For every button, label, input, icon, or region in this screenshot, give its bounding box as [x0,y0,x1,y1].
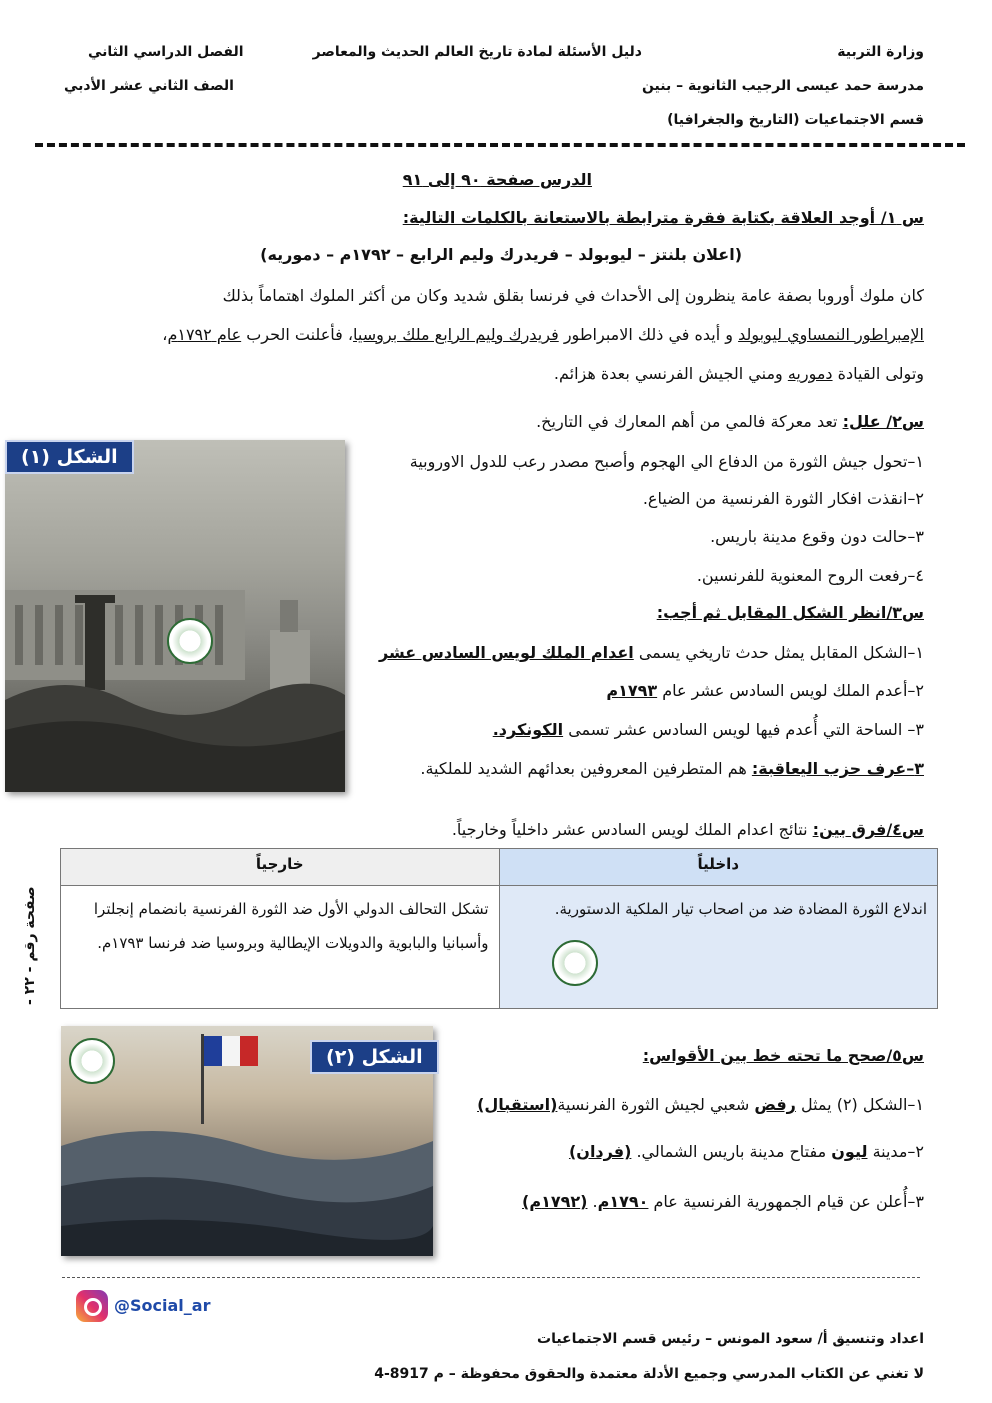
war-year: عام ١٧٩٢م [167,325,242,344]
school-logo-stamp-fig2 [69,1038,115,1084]
dumouriez: دموريه [787,364,833,383]
q5-item2-text: ٢–مدينة [867,1142,924,1161]
lesson-title: الدرس صفحة ٩٠ إلى ٩١ [402,170,592,189]
q5-item3-correction: (١٧٩٢م) [522,1192,588,1211]
q2-item-2: ٢–انقذت افكار الثورة الفرنسية من الضياع. [642,489,924,508]
q3-item-1 [379,643,924,662]
q1-answer-line3 [554,364,924,383]
guide-title: دليل الأسئلة لمادة تاريخ العالم الحديث والمعاصر [312,44,642,60]
table-row [61,886,938,1009]
emperor-leopold: الإمبراطور النمساوي ليوبولد [738,325,924,344]
q5-item3-text: ٣–أُعلن عن قيام الجمهورية الفرنسية عام [648,1192,924,1211]
q3-item4-text: هم المتطرفين المعروفين بعدائهم الشديد للملكية. [420,759,752,778]
q3-item-3 [493,720,924,739]
q2-question [536,412,924,431]
q3-item2-text: ٢–أعدم الملك لويس السادس عشر عام [657,681,924,700]
ministry-name: وزارة التربية [837,44,924,60]
school-logo-stamp [167,618,213,664]
q4-question [452,820,924,839]
cell-outside [61,886,500,1009]
q2-item-3: ٣–حالت دون وقوع مدينة باريس. [710,527,924,546]
q5-item-3 [522,1192,924,1211]
q3-item-2 [606,681,924,700]
frederick-william: فريدرك وليم الرابع ملك بروسيا [353,325,559,344]
q3-item2-answer: ١٧٩٣م [606,681,658,700]
q1-line2-part: و أيده في ذلك الامبراطور [558,325,739,344]
q5-item2-text2: مفتاح مدينة باريس الشمالي. [631,1142,832,1161]
q2-label: س٢/ علل: [842,412,924,431]
q5-item3-text2: . [587,1192,598,1211]
figure-2-label: الشكل (٢) [310,1040,439,1074]
execution-scene-illustration [5,440,345,792]
q5-label: س٥/صحح ما تحته خط بين الأقواس: [642,1046,924,1065]
header-divider [35,143,965,147]
q5-item1-text: ١–الشكل (٢) يمثل [795,1095,924,1114]
header-inside: داخلياً [499,849,938,886]
q5-item-2 [569,1142,924,1161]
school-logo-stamp-table [552,940,598,986]
figure-1-label: الشكل (١) [5,440,134,474]
header-outside: خارجياً [61,849,500,886]
q1-line2-part2: ، فأعلنت الحرب [241,325,354,344]
q4-label: س٤/فرق بين: [812,820,924,839]
school-name: مدرسة حمد عيسى الرجيب الثانوية – بنين [641,78,924,94]
q3-label: س٣/انظر الشكل المقابل ثم أجب: [656,603,924,622]
instagram-icon[interactable] [76,1290,108,1322]
q3-item4-label: ٣–عرف حزب اليعاقبة: [751,759,924,778]
q1-answer-line2 [162,325,924,344]
outside-result: تشكل التحالف الدولي الأول ضد الثورة الفرنسية بانضمام إنجلترا وأسبانيا والبابوية والدويلات الإيطالية وبروسيا ضد فرنسا ١٧٩٣م. [93,900,489,952]
semester: الفصل الدراسي الثاني [88,44,244,60]
q2-item-1: ١–تحول جيش الثورة من الدفاع الي الهجوم وأصبح مصدر رعب للدول الاوروبية [409,452,924,471]
q5-item2-underlined: ليون [831,1142,868,1161]
q4-statement: نتائج اعدام الملك لويس السادس عشر داخلياً وخارجياً. [451,820,813,839]
q5-item1-underlined: رفض [754,1095,796,1114]
inside-result: اندلاع الثورة المضادة ضد من اصحاب تيار الملكية الدستورية. [554,900,927,918]
q5-item2-correction: (فردان) [568,1142,632,1161]
footer-divider [62,1277,920,1278]
q2-statement: تعد معركة فالمي من أهم المعارك في التاريخ. [536,412,843,431]
prepared-by: اعداد وتنسيق أ/ سعود المونس – رئيس قسم الاجتماعيات [537,1331,924,1347]
q3-item-4 [420,759,924,778]
q3-item3-answer: الكونكرد. [492,720,564,739]
q1-keywords: (اعلان بلنتز – ليوبولد – فريدرك وليم الرابع – ١٧٩٢م – دموريه) [260,245,742,264]
q3-item1-text: ١–الشكل المقابل يمثل حدث تاريخي يسمى [633,643,924,662]
page-number: صفحة رقم - ٢٢ - [22,886,38,1005]
q1-label: س ١/ أوجد العلاقة بكتابة فقرة مترابطة بالاستعانة بالكلمات التالية: [402,208,924,227]
q2-item-4: ٤–رفعت الروح المعنوية للفرنسين. [696,566,924,585]
q1-answer-line1: كان ملوك أوروبا بصفة عامة ينظرون إلى الأحداث في فرنسا بقلق شديد وكان من أكثر الملوك اهتماماً بذلك [222,286,924,305]
grade: الصف الثاني عشر الأدبي [64,78,234,94]
q1-line3-end: ومني الجيش الفرنسي بعدة هزائم. [553,364,788,383]
q5-item-1 [477,1095,924,1114]
comparison-table [60,848,938,1009]
disclaimer: لا تغني عن الكتاب المدرسي وجميع الأدلة معتمدة والحقوق محفوظة – م 8917-4 [374,1366,924,1382]
q1-line3-part: وتولى القيادة [832,364,924,383]
q3-item3-text: ٣– الساحة التي أُعدم فيها لويس السادس عشر تسمى [563,720,924,739]
q5-item1-correction: (استقبال) [477,1095,558,1114]
q5-item3-underlined: ١٧٩٠م [597,1192,649,1211]
figure-1-execution-image [5,440,345,792]
q3-item1-answer: اعدام الملك لويس السادس عشر [379,643,634,662]
department-name: قسم الاجتماعيات (التاريخ والجغرافيا) [667,112,924,128]
table-header-row [61,849,938,886]
q5-item1-text2: شعبي لجيش الثورة الفرنسية [557,1095,755,1114]
q1-line2-end: ، [162,325,168,344]
instagram-handle[interactable]: @Social_ar [114,1296,211,1315]
